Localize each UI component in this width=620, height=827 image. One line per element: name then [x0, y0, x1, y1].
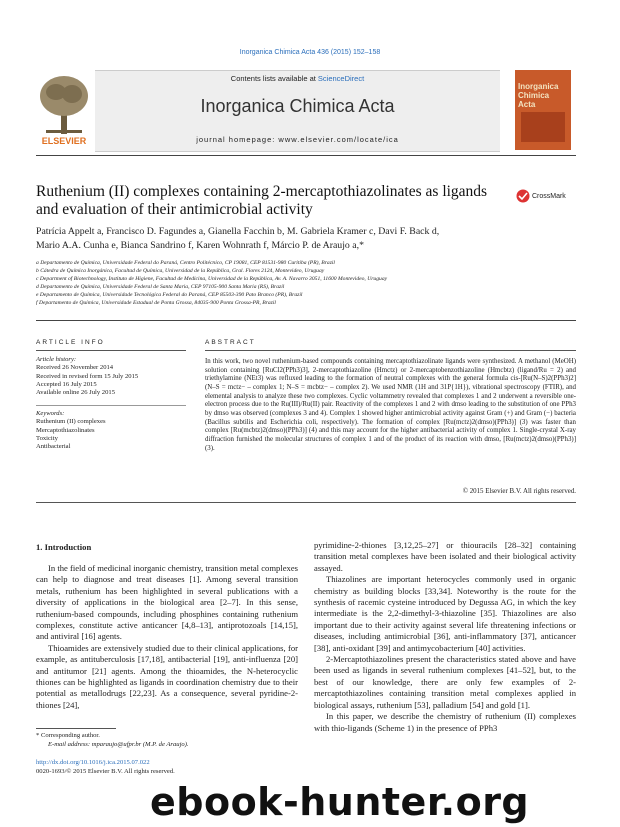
contents-line [95, 74, 500, 83]
affiliation-b: b Cátedra de Química Inorgánica, Facultad de Química, Universidad de la República, Gral. Flores 2124, Montevideo, Uruguay [36, 268, 325, 274]
abstract-copyright: © 2015 Elsevier B.V. All rights reserved. [462, 488, 576, 495]
body-paragraph: Thiazolines are important heterocycles commonly used in organic chemistry as building blocks [33,34]. Noteworthy is the route for the synthesis of racemic cysteine introduced by Degussa AG, in which the key intermediate is the 2,2-dimethyl-3-thiazoline [35]. Thiazolines are also important due to their activity against several life threatening infections or diseases, including antimicrobial [36], anti-inflammatory [37], anticancer [38], anti-oxidant [39] and antimycobacterium [40] activities. [314, 574, 576, 653]
footnote-corresponding: * Corresponding author. [36, 732, 100, 739]
watermark: ebook-hunter.org [150, 780, 530, 824]
header-rule [36, 155, 576, 156]
journal-cover [515, 70, 571, 150]
author-list [36, 225, 576, 252]
body-left-column [36, 563, 298, 711]
abstract-rule [205, 350, 576, 351]
body-paragraph: pyrimidine-2-thiones [3,12,25–27] or thiouracils [28–32] containing transition metal complexes have been isolated and their biological activity assayed. [314, 540, 576, 573]
keywords-rule [36, 405, 186, 406]
body-paragraph: In the field of medicinal inorganic chemistry, transition metal complexes can help to diagnose and treat diseases [1]. Among several transition metals, ruthenium has been highlighted in several publications with a diversity of applications in the biological area [2–7]. In this sense, ruthenium-based compounds, including phosphines containing ruthenium complexes, constitute active anticancer [4,8–13], antiprotozoals [14,15], and antiviral [16] agents. [36, 563, 298, 642]
history-received: Received 26 November 2014 [36, 364, 114, 372]
elsevier-logo [36, 70, 92, 150]
section-heading-introduction: 1. Introduction [36, 542, 92, 552]
journal-reference[interactable]: Inorganica Chimica Acta 436 (2015) 152–158 [239, 49, 381, 56]
article-info-heading: ARTICLE INFO [36, 339, 105, 346]
keyword: Toxicity [36, 434, 58, 442]
history-revised: Received in revised form 15 July 2015 [36, 372, 139, 380]
doi-link[interactable]: http://dx.doi.org/10.1016/j.ica.2015.07.022 [36, 759, 150, 766]
keyword: Ruthenium (II) complexes [36, 418, 106, 426]
sciencedirect-link[interactable]: ScienceDirect [317, 74, 365, 83]
article-info-rule [36, 350, 186, 351]
crossmark-badge[interactable] [516, 189, 576, 203]
footnote-rule [36, 728, 116, 729]
journal-homepage[interactable]: journal homepage: www.elsevier.com/locate/ica [196, 135, 399, 144]
affiliations-rule [36, 320, 576, 321]
abstract-end-rule [36, 502, 576, 503]
article-title: Ruthenium (II) complexes containing 2-mercaptothiazolinates as ligands and evaluation of their antimicrobial activity [36, 183, 488, 218]
cover-title-line-1: Inorganica [518, 82, 559, 91]
contents-prefix: Contents lists available at [230, 74, 318, 83]
cover-title-line-2: Chimica [518, 91, 550, 100]
abstract-text: In this work, two novel ruthenium-based compounds containing mercaptothiazolinate ligands were synthesized. A methanol (MeOH) solution containing [RuCl2(PPh3)3], 2-mercaptothiazoline (Hmctz) or 2-mercaptobenzothiazoline (Hmcbtz) (ligand/Ru = 2) and triethylamine (NEt3) was refluxed leading to the formation of neutral complexes with the general formula cis-[Ru(N–S)2(PPh3)2] (N–S = mctz− – complex 1; N–S = mcbtz− – complex 2). We used NMR (1H and 31P{1H}), vibrational spectroscopy (FTIR), and elemental analysis to analyze these two complexes. Cyclic voltammetry revealed that complexes 1 and 2 underwent a reversible one-electron process due to the Ru(III)/Ru(II) pair. Reactivity of the complexes 1 and 2 with dmso leading to the substitution of one PPh3 by dmso was observed (complexes 3 and 4). Complex 1 showed higher antimicrobial activity against Gram (+) and Gram (−) bacteria (Bacillus subtilis and Escherichia coli, respectively). The formation of complex [Ru(mctz)2(dmso)(PPh3)] (3) was faster than complex [Ru(mcbtz)2(dmso)(PPh3)] (4) and this may account for the higher antibacterial activity of complex 1. Single-crystal X-ray diffraction furnished the molecular structures of complex 1 and of the product of its reaction with dmso, [Ru(mctz)2(dmso)(PPh3)] (3). [205, 358, 576, 452]
article-history [36, 356, 176, 397]
affiliation-c: c Department of Biotechnology, Instituto de Higiene, Facultad de Medicina, Universidad de la República, Av. A. Navarro 3051, 11600 Montevideo, Uruguay [36, 276, 388, 282]
keyword: Mercaptothiazolinates [36, 426, 95, 434]
body-paragraph: 2-Mercaptothiazolines present the characteristics stated above and have been used as ligands in several ruthenium complexes [41–52], but, to the best of our knowledge, there are only few examples of 2-mercaptothiazolines containing transition metal complexes applied in biological assays, ruthenium [53], palladium [54] and gold [1]. [314, 654, 576, 710]
authors-line-1: Patrícia Appelt a, Francisco D. Fagundes a, Gianella Facchin b, M. Gabriela Kramer c, Davi F. Back d, [36, 226, 440, 237]
body-paragraph: Thioamides are extensively studied due to their clinical applications, for example, as antituberculosis [17,18], antibacterial [19], anti-influenza [20] and antitumor [21] agents. Among the thioamides, the N-heterocyclic thiones can be highlighted as ligands in coordination chemistry due to their potential as metallodrugs [22,23]. As a consequence, several pyridine-2-thiones [24], [36, 642, 298, 710]
affiliation-e: e Departamento de Química, Universidade Tecnológica Federal do Paraná, CEP 85503-390 Pato Branco (PR), Brazil [36, 292, 303, 298]
abstract-heading: ABSTRACT [205, 339, 256, 346]
journal-title: Inorganica Chimica Acta [200, 96, 395, 116]
publisher-name: ELSEVIER [41, 136, 87, 146]
issn-line: 0020-1693/© 2015 Elsevier B.V. All rights reserved. [36, 768, 175, 775]
crossmark-label: CrossMark [531, 192, 566, 200]
cover-graphic [521, 112, 565, 142]
history-online: Available online 26 July 2015 [36, 389, 115, 397]
crossmark-icon [516, 189, 530, 203]
footnote-email[interactable]: E-mail address: mparaujo@ufpr.br (M.P. de Araujo). [48, 741, 189, 748]
cover-title [518, 82, 558, 109]
keyword: Antibacterial [36, 443, 71, 451]
history-label: Article history: [36, 356, 77, 363]
keywords-label: Keywords: [36, 410, 65, 417]
affiliation-f: f Departamento de Química, Universidade Estadual de Ponta Grossa, 84035-900 Ponta Grossa-PR, Brazil [36, 300, 276, 306]
affiliation-d: d Departamento de Química, Universidade Federal de Santa Maria, CEP 97105-900 Santa Maria (RS), Brazil [36, 284, 285, 290]
cover-title-line-3: Acta [518, 100, 536, 109]
body-paragraph: In this paper, we describe the chemistry of ruthenium (II) complexes with thio-ligands (Scheme 1) in the presence of PPh3 [314, 711, 576, 733]
affiliation-a: a Departamento de Química, Universidade Federal do Paraná, Centro Politécnico, CP 19081, CEP 81531-980 Curitiba (PR), Brazil [36, 260, 335, 266]
authors-line-2: Mario A.A. Cunha e, Bianca Sandrino f, Karen Wohnrath f, Márcio P. de Araujo a,* [36, 239, 364, 251]
body-right-column [314, 540, 576, 734]
keywords-block [36, 410, 176, 451]
history-accepted: Accepted 16 July 2015 [36, 380, 97, 388]
